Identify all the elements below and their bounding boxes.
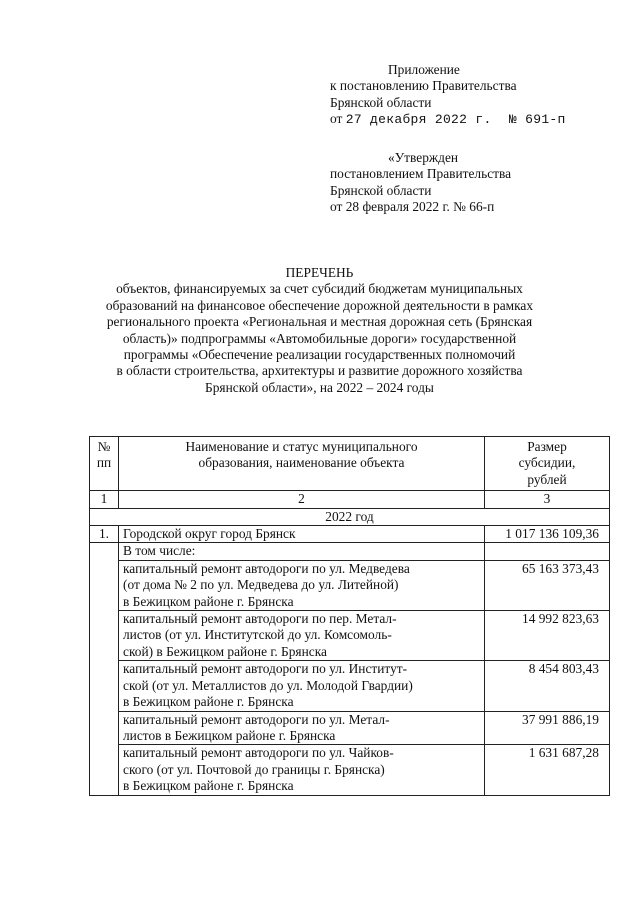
appendix-line: Брянской области bbox=[330, 94, 432, 110]
approval-line: Брянской области bbox=[330, 182, 432, 198]
title-line: область)» подпрограммы «Автомобильные дороги» государственной bbox=[122, 330, 517, 346]
approval-line: «Утвержден bbox=[388, 150, 459, 165]
including-row bbox=[90, 543, 610, 560]
object-name: капитальный ремонт автодороги по ул. Метал- листов в Бежицком районе г. Брянска bbox=[119, 711, 485, 745]
title-line: программы «Обеспечение реализации государственных полномочий bbox=[123, 347, 516, 363]
title-line: Брянской области», на 2022 – 2024 годы bbox=[205, 379, 434, 395]
document-title bbox=[0, 265, 639, 396]
object-name: капитальный ремонт автодороги по пер. Метал- листов (от ул. Институтской до ул. Комсомоль- ской) в Бежицком районе г. Брянска bbox=[119, 611, 485, 661]
col-number: 2 bbox=[119, 491, 485, 508]
municipality-name: Городской округ город Брянск bbox=[119, 526, 485, 543]
approval-line: постановлением Правительства bbox=[330, 166, 512, 182]
col-number: 3 bbox=[485, 491, 610, 508]
table-row bbox=[90, 711, 610, 745]
approval-line: от 28 февраля 2022 г. № 66-п bbox=[330, 199, 495, 215]
table-row bbox=[90, 745, 610, 795]
object-amount: 65 163 373,43 bbox=[485, 560, 610, 610]
table-row bbox=[90, 560, 610, 610]
year-label: 2022 год bbox=[90, 508, 610, 525]
appendix-date-stamp: 27 декабря 2022 г. bbox=[345, 112, 492, 128]
table-row bbox=[90, 661, 610, 711]
title-line: образований на финансовое обеспечение дорожной деятельности в рамках bbox=[105, 297, 534, 313]
year-row bbox=[90, 508, 610, 525]
municipality-amount: 1 017 136 109,36 bbox=[485, 526, 610, 543]
objects-table bbox=[89, 436, 610, 796]
municipality-number: 1. bbox=[90, 526, 119, 543]
object-name: капитальный ремонт автодороги по ул. Институт- ской (от ул. Металлистов до ул. Молодой Гвардии) в Бежицком районе г. Брянска bbox=[119, 661, 485, 711]
object-amount: 37 991 886,19 bbox=[485, 711, 610, 745]
object-amount: 14 992 823,63 bbox=[485, 611, 610, 661]
object-amount: 8 454 803,43 bbox=[485, 661, 610, 711]
appendix-date-line bbox=[330, 111, 566, 128]
col-number: 1 bbox=[90, 491, 119, 508]
column-number-row bbox=[90, 491, 610, 508]
object-name: капитальный ремонт автодороги по ул. Чайков- ского (от ул. Почтовой до границы г. Брянска) в Бежицком районе г. Брянска bbox=[119, 745, 485, 795]
table-row bbox=[90, 611, 610, 661]
title-line: в области строительства, архитектуры и развитие дорожного хозяйства bbox=[116, 363, 523, 379]
header-name: Наименование и статус муниципального образования, наименование объекта bbox=[119, 437, 485, 491]
table-header-row bbox=[90, 437, 610, 491]
header-amount: Размер субсидии, рублей bbox=[485, 437, 610, 491]
header-number: № пп bbox=[90, 437, 119, 491]
title-heading: ПЕРЕЧЕНЬ bbox=[285, 265, 354, 280]
appendix-date-prefix: от bbox=[330, 111, 343, 127]
object-amount: 1 631 687,28 bbox=[485, 745, 610, 795]
municipality-row bbox=[90, 526, 610, 543]
approval-note bbox=[330, 150, 511, 216]
object-name: капитальный ремонт автодороги по ул. Медведева (от дома № 2 по ул. Медведева до ул. Литейной) в Бежицком районе г. Брянска bbox=[119, 560, 485, 610]
appendix-line: Приложение bbox=[388, 62, 460, 77]
title-line: объектов, финансируемых за счет субсидий бюджетам муниципальных bbox=[116, 281, 523, 297]
appendix-number-stamp: № 691-п bbox=[508, 112, 566, 128]
appendix-header bbox=[330, 62, 566, 129]
empty-amount-cell bbox=[485, 543, 610, 560]
empty-number-cell bbox=[90, 543, 119, 795]
title-line: регионального проекта «Региональная и местная дорожная сеть (Брянская bbox=[106, 314, 533, 330]
including-label: В том числе: bbox=[119, 543, 485, 560]
appendix-line: к постановлению Правительства bbox=[330, 78, 517, 94]
